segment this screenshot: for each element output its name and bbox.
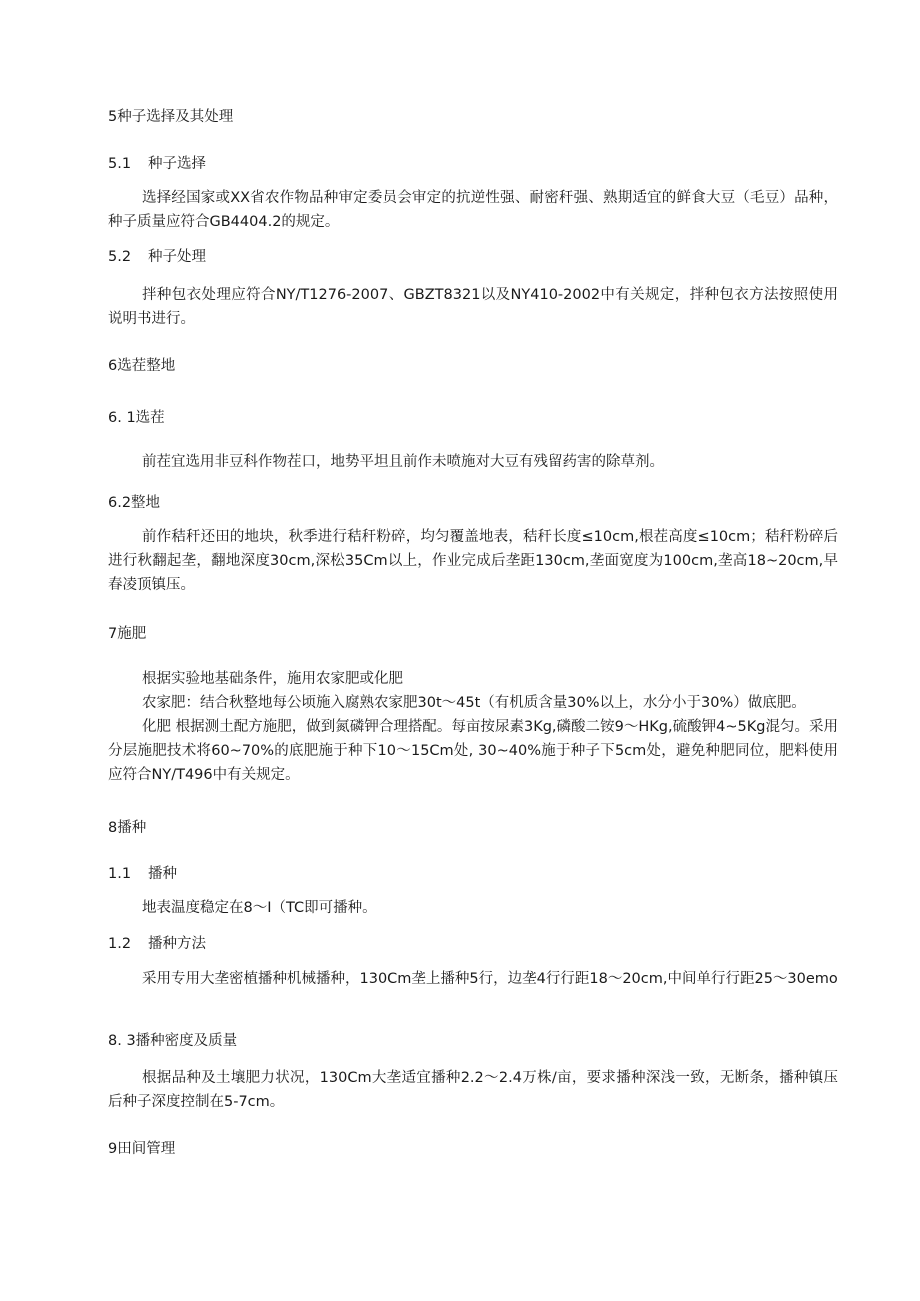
section-8-3-text: 根据品种及土壤肥力状况，130Cm大垄适宜播种2.2～2.4万株/亩，要求播种深浅一致，无断条，播种镇压后种子深度控制在5-7cm。: [108, 1070, 838, 1110]
section-8-1-heading: [108, 862, 838, 886]
section-number: 1.2: [108, 936, 132, 952]
section-title: 播种: [148, 866, 177, 882]
section-5-2-text: 拌种包衣处理应符合NY/T1276-2007、GBZT8321以及NY410-2002中有关规定，拌种包衣方法按照使用说明书进行。: [108, 287, 838, 327]
section-7-paragraph-3: 化肥 根据测土配方施肥，做到氮磷钾合理搭配。每亩按尿素3Kg,磷酸二铵9～HKg,硫酸钾4~5Kg混匀。采用分层施肥技术将60~70%的底肥施于种下10～15Cm处, 30~40%施于种子下5cm处，避免种肥同位，肥料使用应符合NY/T496中有关规定。: [108, 719, 838, 783]
section-8-3-heading: 8. 3播种密度及质量: [108, 1033, 238, 1049]
section-8-heading: 8播种: [108, 820, 147, 836]
section-6-2-heading: 6.2整地: [108, 495, 161, 511]
section-5-1-text: 选择经国家或XX省农作物品种审定委员会审定的抗逆性强、耐密秆强、熟期适宜的鲜食大豆（毛豆）品种，种子质量应符合GB4404.2的规定。: [108, 190, 838, 230]
section-8-1-text: 地表温度稳定在8～I（TC即可播种。: [142, 900, 377, 916]
section-6-heading: 6选茬整地: [108, 358, 176, 374]
section-title: 种子选择: [148, 156, 206, 172]
section-7-heading: 7施肥: [108, 626, 147, 642]
section-7-paragraph-1: 根据实验地基础条件，施用农家肥或化肥: [142, 671, 403, 687]
section-number: 1.1: [108, 866, 132, 882]
section-5-heading: 5种子选择及其处理: [108, 109, 234, 125]
section-7-paragraph-2: 农家肥：结合秋整地每公顷施入腐熟农家肥30t～45t（有机质含量30%以上，水分小于30%）做底肥。: [142, 695, 806, 711]
section-title: 种子处理: [148, 249, 206, 265]
section-5-2-heading: [108, 245, 838, 269]
section-8-2-text: 采用专用大垄密植播种机械播种，130Cm垄上播种5行，边垄4行行距18～20cm,中间单行行距25～30emo: [142, 971, 838, 987]
section-8-2-heading: [108, 932, 838, 956]
section-number: 5.2: [108, 249, 132, 265]
section-9-heading: 9田间管理: [108, 1141, 176, 1157]
section-6-2-text: 前作秸秆还田的地块，秋季进行秸秆粉碎，均匀覆盖地表，秸秆长度≤10cm,根茬高度≤10cm；秸秆粉碎后进行秋翻起垄，翻地深度30cm,深松35Cm以上，作业完成后垄距130cm,垄面宽度为100cm,垄高18~20cm,早春凌顶镇压。: [108, 529, 838, 593]
section-6-1-heading: 6. 1选茬: [108, 410, 165, 426]
section-5-1-heading: [108, 152, 838, 176]
section-6-1-text: 前茬宜选用非豆科作物茬口，地势平坦且前作未喷施对大豆有残留药害的除草剂。: [142, 454, 664, 470]
section-number: 5.1: [108, 156, 132, 172]
section-title: 播种方法: [148, 936, 206, 952]
